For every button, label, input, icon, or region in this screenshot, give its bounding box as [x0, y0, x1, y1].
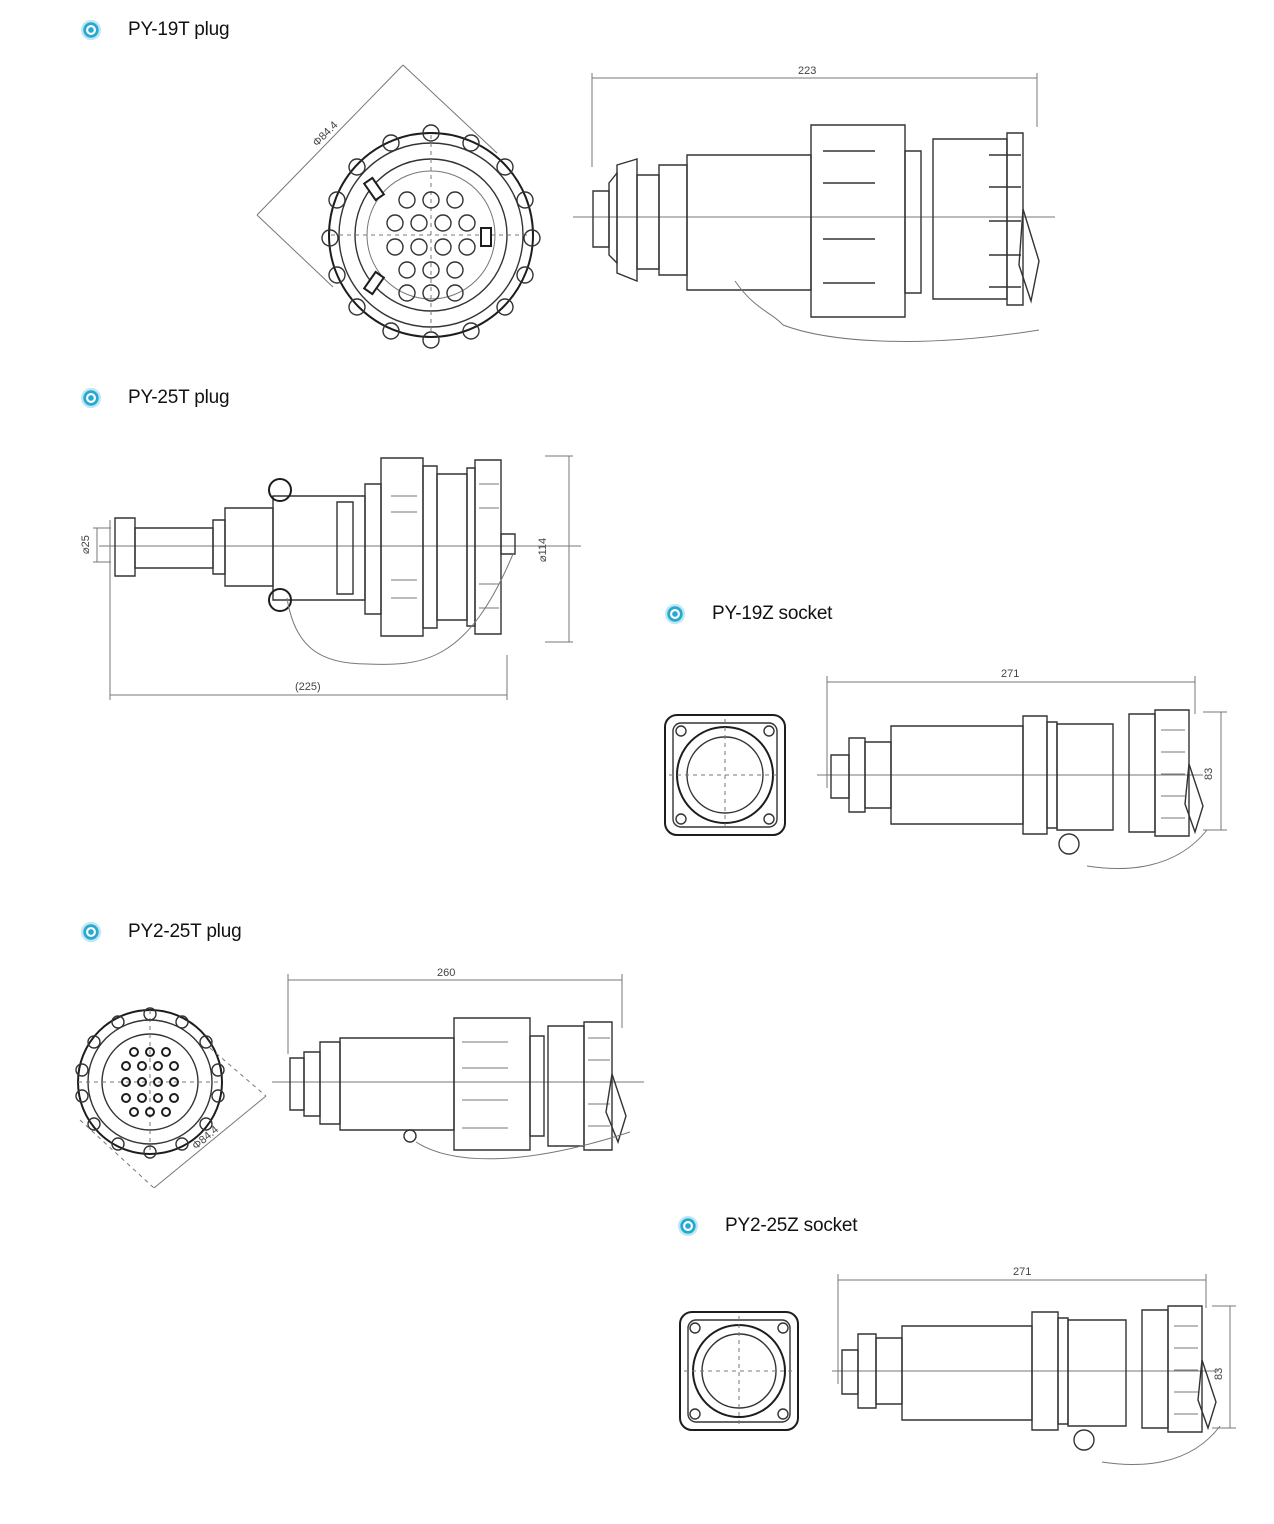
py2-25z-height-label: 83: [1213, 1367, 1225, 1380]
py-19t-diameter-label: Φ84.4: [310, 119, 341, 150]
section-title-py-19z: [664, 603, 832, 625]
section-title-py2-25t: [80, 921, 241, 943]
target-bullet-icon: [80, 19, 102, 41]
py2-25z-side-view: [832, 1266, 1236, 1465]
section-title-py-19t: [80, 19, 229, 41]
py2-25z-drawing: [670, 1260, 1260, 1490]
py-19z-side-view: [817, 668, 1227, 869]
target-bullet-icon: [80, 387, 102, 409]
py-19t-side-view: [573, 65, 1055, 341]
target-bullet-icon: [80, 921, 102, 943]
section-title-py-25t: [80, 387, 229, 409]
section-title-text: PY-19T plug: [128, 19, 230, 40]
py2-25t-side-view: [272, 967, 644, 1159]
py-19z-length-label: 271: [1001, 668, 1020, 680]
target-bullet-icon: [664, 603, 686, 625]
section-title-text: PY2-25Z socket: [725, 1215, 858, 1236]
py-25t-drawing: [75, 450, 585, 705]
py-19t-front-view: [257, 65, 540, 348]
py2-25z-front-view: [680, 1312, 798, 1430]
py2-25t-drawing: [70, 967, 660, 1210]
py-25t-inner-diameter-label: ⌀25: [80, 535, 92, 554]
section-title-py2-25z: [677, 1215, 857, 1237]
py-25t-length-label: (225): [295, 681, 321, 693]
py-19z-height-label: 83: [1203, 767, 1215, 780]
section-title-text: PY-19Z socket: [712, 603, 833, 624]
py2-25t-length-label: 260: [437, 967, 456, 979]
target-bullet-icon: [677, 1215, 699, 1237]
section-title-text: PY2-25T plug: [128, 921, 242, 942]
section-title-text: PY-25T plug: [128, 387, 230, 408]
py-19t-length-label: 223: [798, 65, 817, 77]
py-19z-drawing: [655, 660, 1240, 890]
py2-25t-front-view: [76, 1008, 266, 1188]
py2-25t-diameter-label: Φ84.4: [190, 1123, 222, 1153]
py-19t-drawing: [235, 55, 1070, 355]
py-19z-front-view: [665, 715, 785, 835]
py-25t-outer-diameter-label: ⌀114: [537, 537, 549, 562]
py2-25z-length-label: 271: [1013, 1266, 1032, 1278]
